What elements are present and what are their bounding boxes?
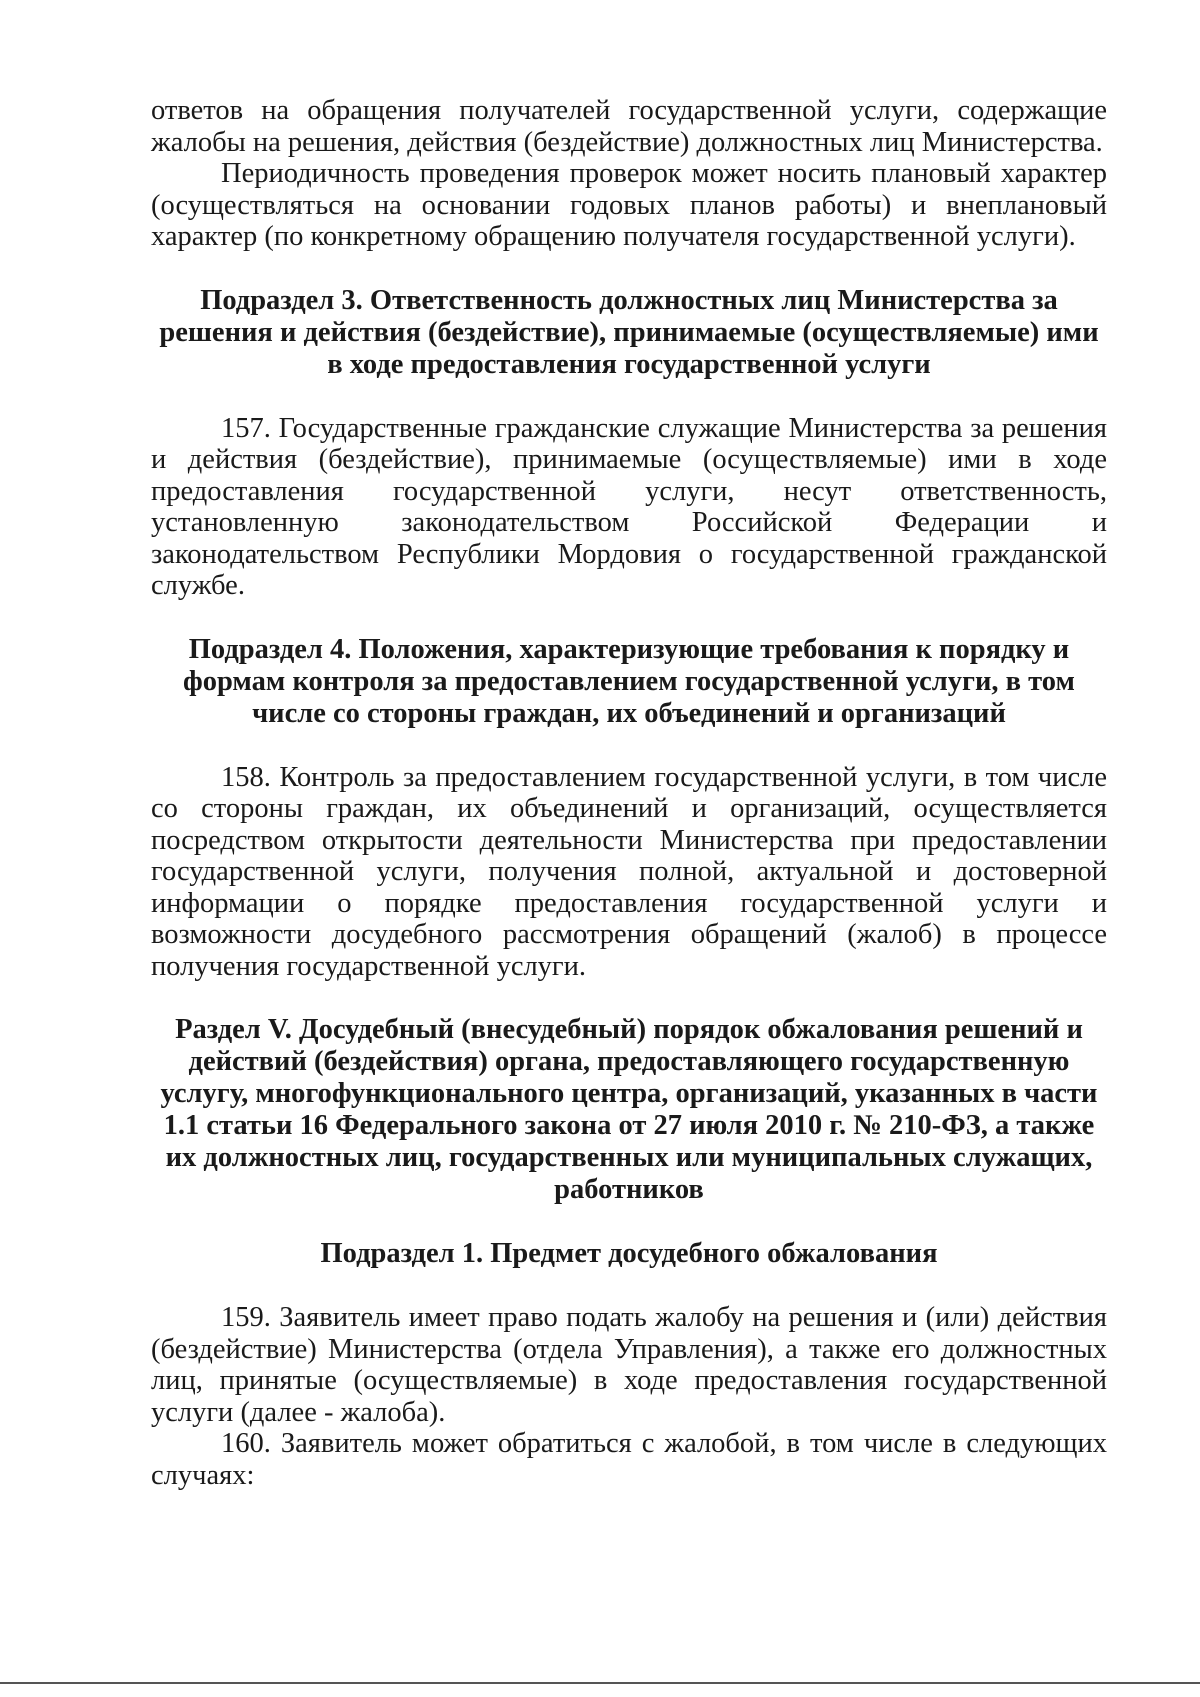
paragraph-160: 160. Заявитель может обратиться с жалобой, в том числе в следующих случаях: <box>151 1428 1107 1491</box>
paragraph-157: 157. Государственные гражданские служащие Министерства за решения и действия (бездействие), принимаемые (осуществляемые) ими в ходе предоставления государственной услуги, несут ответственность, установленную законодательством Российской Федерации и законодательством Республики Мордовия о государственной гражданской службе. <box>151 412 1107 601</box>
paragraph-158: 158. Контроль за предоставлением государственной услуги, в том числе со стороны граждан, их объединений и организаций, осуществляется посредством открытости деятельности Министерства при предоставлении государственной услуги, получения полной, актуальной и достоверной информации о порядке предоставления государственной услуги и возможности досудебного рассмотрения обращений (жалоб) в процессе получения государственной услуги. <box>151 761 1107 982</box>
paragraph-inspection-frequency: Периодичность проведения проверок может носить плановый характер (осуществляться на основании годовых планов работы) и внеплановый характер (по конкретному обращению получателя государственной услуги). <box>151 158 1107 252</box>
document-page <box>151 95 1107 1491</box>
heading-section-5: Раздел V. Досудебный (внесудебный) порядок обжалования решений и действий (бездействия) органа, предоставляющего государственную услугу, многофункционального центра, организаций, указанных в части 1.1 статьи 16 Федерального закона от 27 июля 2010 г. № 210-ФЗ, а также их должностных лиц, государственных или муниципальных служащих, работников <box>160 1014 1098 1205</box>
paragraph-159: 159. Заявитель имеет право подать жалобу на решения и (или) действия (бездействие) Министерства (отдела Управления), а также его должностных лиц, принятые (осуществляемые) в ходе предоставления государственной услуги (далее - жалоба). <box>151 1302 1107 1428</box>
paragraph-intro-continuation: ответов на обращения получателей государственной услуги, содержащие жалобы на решения, действия (бездействие) должностных лиц Министерства. <box>151 95 1107 158</box>
page-bottom-edge-line <box>0 1682 1200 1684</box>
heading-subsection-4: Подраздел 4. Положения, характеризующие требования к порядку и формам контроля за предоставлением государственной услуги, в том числе со стороны граждан, их объединений и организаций <box>183 633 1075 729</box>
heading-subsection-3: Подраздел 3. Ответственность должностных лиц Министерства за решения и действия (бездействие), принимаемые (осуществляемые) ими в ходе предоставления государственной услуги <box>159 284 1099 380</box>
heading-subsection-1: Подраздел 1. Предмет досудебного обжалования <box>320 1238 938 1269</box>
